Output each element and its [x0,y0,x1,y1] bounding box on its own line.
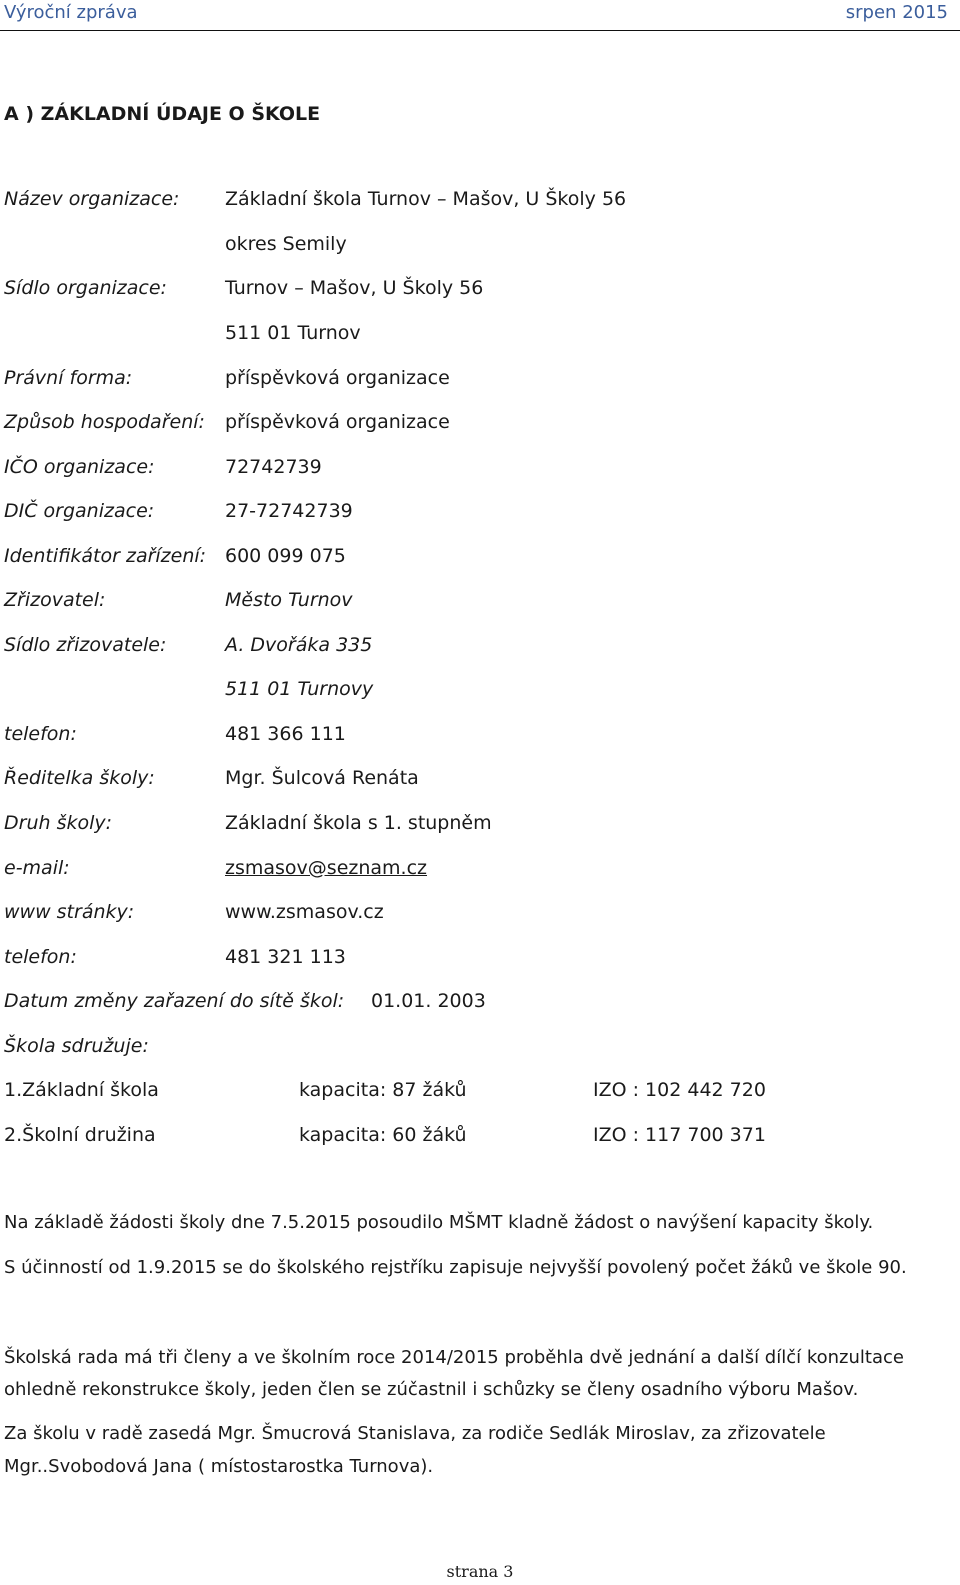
paragraph-3-line-2: ohledně rekonstrukce školy, jeden člen se zúčastnil i schůzky se členy osadního výboru Mašov. [4,1379,859,1400]
page-number: strana 3 [446,1562,514,1581]
sidlo-label: Sídlo organizace: [4,277,167,299]
telefon-value-2: 481 321 113 [225,946,346,968]
zrizovatel-value: Město Turnov [225,589,353,611]
www-value: www.zsmasov.cz [225,901,384,923]
datum-label: Datum změny zařazení do sítě škol: [4,990,345,1012]
reditelka-value: Mgr. Šulcová Renáta [225,767,419,789]
paragraph-1: Na základě žádosti školy dne 7.5.2015 posoudilo MŠMT kladně žádost o navýšení kapacity školy. [4,1212,874,1233]
druh-skoly-value: Základní škola s 1. stupněm [225,812,492,834]
sidlo-zrizovatele-label: Sídlo zřizovatele: [4,634,167,656]
header-title: Výroční zpráva [4,2,138,23]
header-date: srpen 2015 [845,2,948,23]
ico-label: IČO organizace: [4,456,155,478]
telefon-label-1: telefon: [4,723,77,745]
zpusob-hospodareni-label: Způsob hospodaření: [4,411,205,433]
dic-label: DIČ organizace: [4,500,155,522]
nazev-label: Název organizace: [4,188,180,210]
zrizovatel-label: Zřizovatel: [4,589,106,611]
telefon-label-2: telefon: [4,946,77,968]
telefon-value-1: 481 366 111 [225,723,346,745]
sidlo-value-2: 511 01 Turnov [225,322,361,344]
identifikator-value: 600 099 075 [225,545,346,567]
sidlo-value: Turnov – Mašov, U Školy 56 [225,277,484,299]
unit-izo-1: IZO : 102 442 720 [593,1079,766,1101]
reditelka-label: Ředitelka školy: [4,767,155,789]
unit-capacity-1: kapacita: 87 žáků [299,1079,467,1101]
unit-name-2: 2.Školní družina [4,1124,156,1146]
sdruzuje-label: Škola sdružuje: [4,1035,149,1057]
paragraph-4-line-1: Za školu v radě zasedá Mgr. Šmucrová Stanislava, za rodiče Sedlák Miroslav, za zřizovatele [4,1423,826,1444]
sidlo-zrizovatele-value-2: 511 01 Turnovy [225,678,374,700]
unit-name-1: 1.Základní škola [4,1079,159,1101]
paragraph-4-line-2: Mgr..Svobodová Jana ( místostarostka Turnova). [4,1456,434,1477]
email-label: e-mail: [4,857,70,879]
nazev-value: Základní škola Turnov – Mašov, U Školy 56 [225,188,627,210]
www-label: www stránky: [4,901,135,923]
paragraph-3-line-1: Školská rada má tři členy a ve školním roce 2014/2015 proběhla dvě jednání a další dílčí konzultace [4,1347,904,1368]
email-link[interactable]: zsmasov@seznam.cz [225,857,428,879]
identifikator-label: Identifikátor zařízení: [4,545,207,567]
ico-value: 72742739 [225,456,322,478]
section-title: A ) ZÁKLADNÍ ÚDAJE O ŠKOLE [4,103,321,125]
druh-skoly-label: Druh školy: [4,812,113,834]
dic-value: 27-72742739 [225,500,353,522]
nazev-value-2: okres Semily [225,233,347,255]
pravni-forma-label: Právní forma: [4,367,133,389]
unit-capacity-2: kapacita: 60 žáků [299,1124,467,1146]
unit-izo-2: IZO : 117 700 371 [593,1124,766,1146]
datum-value: 01.01. 2003 [371,990,486,1012]
sidlo-zrizovatele-value: A. Dvořáka 335 [225,634,373,656]
paragraph-2: S účinností od 1.9.2015 se do školského rejstříku zapisuje nejvyšší povolený počet žáků ve škole 90. [4,1257,907,1278]
zpusob-hospodareni-value: příspěvková organizace [225,411,450,433]
pravni-forma-value: příspěvková organizace [225,367,450,389]
page-header [0,0,960,31]
